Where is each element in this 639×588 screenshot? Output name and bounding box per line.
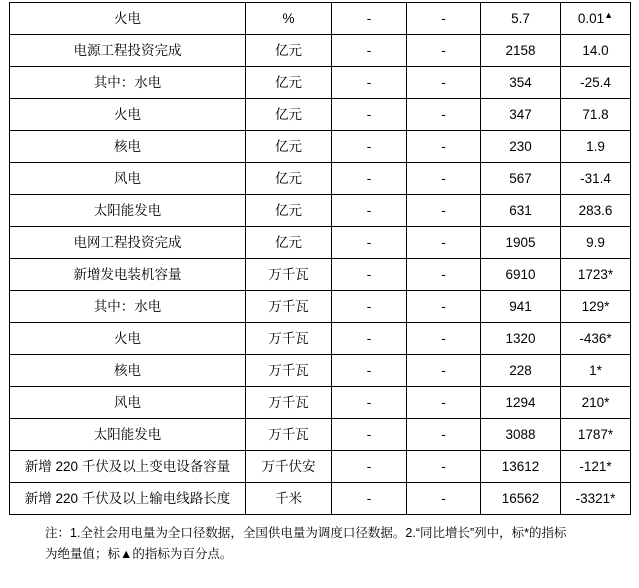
row-value: 13612 [481,451,561,483]
row-cell-4: - [407,3,481,35]
row-label: 核电 [10,131,246,163]
table-row [10,3,631,35]
row-growth [561,67,631,99]
row-cell-3: - [332,163,407,195]
row-growth [561,35,631,67]
row-unit: 亿元 [246,163,332,195]
row-growth-value: -121* [579,458,612,474]
row-value: 631 [481,195,561,227]
row-cell-4: - [407,131,481,163]
row-cell-4: - [407,451,481,483]
row-value: 3088 [481,419,561,451]
row-growth [561,227,631,259]
row-unit: 万千瓦 [246,323,332,355]
row-cell-3: - [332,99,407,131]
table-row [10,35,631,67]
row-cell-4: - [407,483,481,515]
row-value: 2158 [481,35,561,67]
table-row [10,483,631,515]
row-value: 941 [481,291,561,323]
row-label: 电源工程投资完成 [10,35,246,67]
row-growth-value: 283.6 [578,202,613,218]
row-unit: 万千瓦 [246,387,332,419]
table-row [10,387,631,419]
row-cell-3: - [332,451,407,483]
row-unit: 千米 [246,483,332,515]
row-label: 火电 [10,3,246,35]
row-label: 火电 [10,99,246,131]
row-value: 1905 [481,227,561,259]
table-row [10,451,631,483]
row-unit: % [246,3,332,35]
row-unit: 亿元 [246,227,332,259]
row-unit: 万千瓦 [246,259,332,291]
row-value: 6910 [481,259,561,291]
row-label: 核电 [10,355,246,387]
row-value: 567 [481,163,561,195]
row-cell-4: - [407,227,481,259]
row-cell-3: - [332,387,407,419]
table-row [10,131,631,163]
row-cell-3: - [332,67,407,99]
row-label: 太阳能发电 [10,195,246,227]
row-growth [561,483,631,515]
row-growth [561,163,631,195]
row-cell-4: - [407,323,481,355]
row-unit: 亿元 [246,67,332,99]
row-growth-value: 9.9 [586,234,605,250]
row-growth [561,419,631,451]
table-body [10,3,631,515]
row-unit: 万千瓦 [246,419,332,451]
row-growth [561,451,631,483]
row-label: 新增 220 千伏及以上输电线路长度 [10,483,246,515]
row-growth [561,131,631,163]
row-value: 347 [481,99,561,131]
table-footnote [9,523,630,566]
row-growth [561,355,631,387]
row-value: 230 [481,131,561,163]
table-row [10,227,631,259]
row-growth [561,259,631,291]
table-row [10,355,631,387]
row-cell-4: - [407,355,481,387]
row-label: 新增发电装机容量 [10,259,246,291]
row-growth-value: -31.4 [580,170,611,186]
row-label: 电网工程投资完成 [10,227,246,259]
row-label: 其中：水电 [10,291,246,323]
row-cell-3: - [332,35,407,67]
row-cell-4: - [407,259,481,291]
row-label: 新增 220 千伏及以上变电设备容量 [10,451,246,483]
footnote-line-1: 注：1.全社会用电量为全口径数据，全国供电量为调度口径数据。2.“同比增长”列中，标*的指标 [45,526,567,540]
row-growth [561,3,631,35]
table-row [10,291,631,323]
row-growth [561,195,631,227]
table-row [10,163,631,195]
row-cell-4: - [407,419,481,451]
row-growth-value: -25.4 [580,74,611,90]
row-unit: 万千伏安 [246,451,332,483]
row-unit: 亿元 [246,99,332,131]
row-growth-value: 1* [589,362,602,378]
row-cell-4: - [407,35,481,67]
row-label: 太阳能发电 [10,419,246,451]
row-cell-4: - [407,195,481,227]
row-cell-3: - [332,323,407,355]
row-unit: 万千瓦 [246,291,332,323]
row-cell-3: - [332,259,407,291]
row-growth-value: -436* [579,330,612,346]
row-growth-value: 210* [581,394,610,410]
row-growth [561,387,631,419]
row-growth-value: 71.8 [582,106,609,122]
row-cell-3: - [332,419,407,451]
row-growth [561,291,631,323]
row-cell-4: - [407,67,481,99]
row-value: 16562 [481,483,561,515]
row-growth-value: 1723* [577,266,614,282]
row-cell-4: - [407,387,481,419]
row-cell-3: - [332,131,407,163]
row-growth-value: 1.9 [586,138,605,154]
row-value: 5.7 [481,3,561,35]
table-row [10,195,631,227]
row-label: 其中：水电 [10,67,246,99]
row-cell-4: - [407,99,481,131]
table-row [10,259,631,291]
row-cell-3: - [332,483,407,515]
table-row [10,99,631,131]
footnote-line-2: 为绝量值；标▲的指标为百分点。 [45,547,233,562]
row-growth [561,99,631,131]
row-cell-4: - [407,163,481,195]
row-unit: 亿元 [246,195,332,227]
row-value: 1320 [481,323,561,355]
row-label: 风电 [10,387,246,419]
row-value: 1294 [481,387,561,419]
row-growth-value: 129* [581,298,610,314]
row-value: 354 [481,67,561,99]
row-growth-value: 1787* [577,426,614,442]
row-unit: 万千瓦 [246,355,332,387]
row-label: 火电 [10,323,246,355]
row-growth-value: -3321* [575,490,616,506]
row-growth [561,323,631,355]
row-unit: 亿元 [246,131,332,163]
table-row [10,323,631,355]
triangle-up-icon: ▲ [604,9,614,20]
row-cell-3: - [332,291,407,323]
row-growth-value: 0.01 [577,10,605,26]
row-label: 风电 [10,163,246,195]
row-cell-3: - [332,355,407,387]
row-cell-3: - [332,195,407,227]
row-value: 228 [481,355,561,387]
row-cell-3: - [332,227,407,259]
table-row [10,419,631,451]
table-row [10,67,631,99]
row-growth-value: 14.0 [582,42,609,58]
power-statistics-table [9,2,631,515]
row-cell-3: - [332,3,407,35]
statistics-table-page [0,2,639,588]
row-unit: 亿元 [246,35,332,67]
row-cell-4: - [407,291,481,323]
